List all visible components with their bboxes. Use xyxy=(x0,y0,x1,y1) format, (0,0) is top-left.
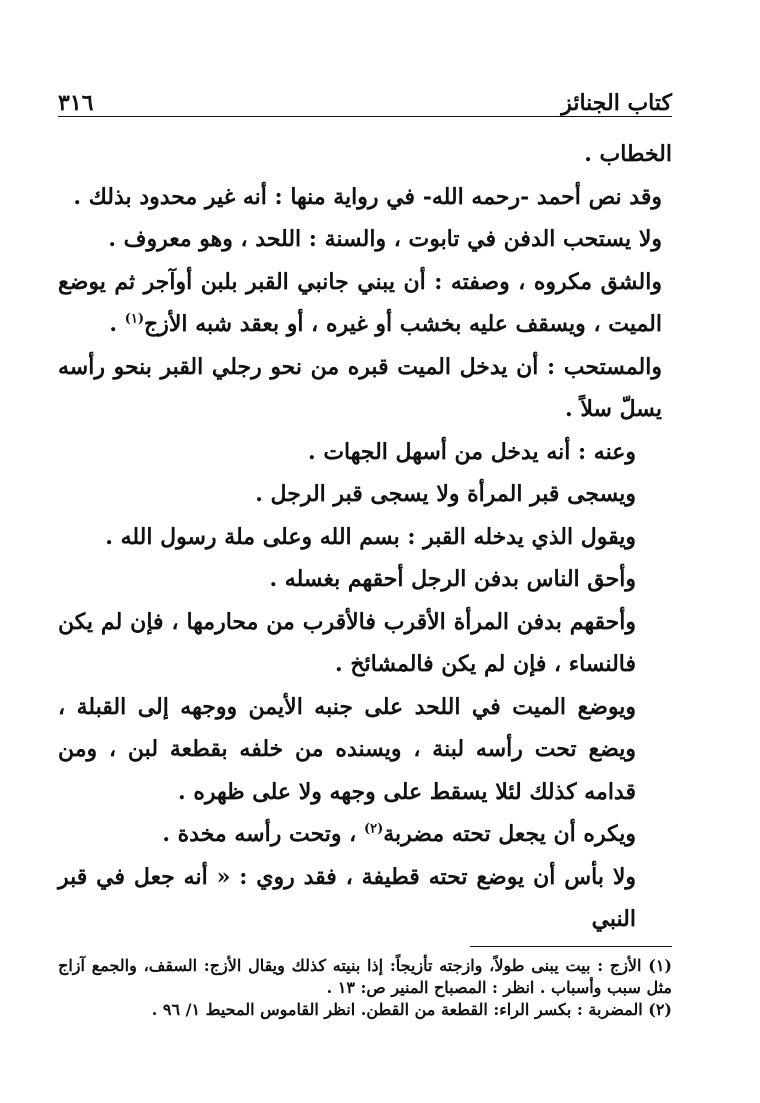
page-number: ٣١٦ xyxy=(58,90,94,116)
footnote: (٢) المضربة : بكسر الراء: القطعة من القطن. انظر القاموس المحيط ١/ ٩٦ . xyxy=(151,1000,672,1019)
paragraph: وأحقهم بدفن المرأة الأقرب فالأقرب من محارمها ، فإن لم يكن فالنساء ، فإن لم يكن فالمشائخ . xyxy=(58,608,636,677)
paragraph-text: والشق مكروه ، وصفته : أن يبني جانبي القبر بلبن أوآجر ثم يوضع الميت ، ويسقف عليه بخشب أو غيره ، أو بعقد شبه الأزج xyxy=(58,268,662,337)
paragraph: ولا يستحب الدفن في تابوت ، والسنة : اللحد ، وهو معروف . xyxy=(108,226,662,252)
footnote-divider xyxy=(470,946,672,947)
book-title: كتاب الجنائز xyxy=(561,90,672,116)
paragraph: وعنه : أنه يدخل من أسهل الجهات . xyxy=(308,438,636,465)
paragraph: الخطاب . xyxy=(584,141,672,167)
paragraph: ويقول الذي يدخله القبر : بسم الله وعلى ملة رسول الله . xyxy=(105,523,636,550)
paragraph xyxy=(58,813,672,856)
paragraph: وأحق الناس بدفن الرجل أحقهم بغسله . xyxy=(269,566,636,592)
paragraph: والمستحب : أن يدخل الميت قبره من نحو رجلي القبر بنحو رأسه يسلّ سلاً . xyxy=(58,353,662,422)
paragraph-text: ، وتحت رأسه مخدة . xyxy=(162,821,364,847)
footnote: (١) الأزج : بيت يبنى طولاً، وازجته تأزيجاً: إذا بنيته كذلك ويقال الأزج: السقف، والجمع آزاج مثل سبب وأسباب . انظر : المصباح المنير ص: ١٣ . xyxy=(58,956,672,997)
paragraph: ويوضع الميت في اللحد على جنبه الأيمن ووجهه إلى القبلة ، ويضع تحت رأسه لبنة ، ويسنده من خلفه بقطعة لبن ، ومن قدامه كذلك لئلا يسقط على وجهه ولا على ظهره . xyxy=(58,693,636,805)
paragraph xyxy=(58,261,672,346)
paragraph: ولا بأس أن يوضع تحته قطيفة ، فقد روي : « أنه جعل في قبر النبي xyxy=(58,863,636,932)
paragraph: ويسجى قبر المرأة ولا يسجى قبر الرجل . xyxy=(255,481,636,507)
paragraph-text: . xyxy=(109,311,125,337)
header-divider xyxy=(58,116,672,117)
paragraph-text: ويكره أن يجعل تحته مضربة xyxy=(383,821,636,847)
main-text xyxy=(58,133,672,941)
footnote-marker[interactable]: (٢) xyxy=(363,821,384,837)
page-header xyxy=(58,76,672,116)
footnote-marker[interactable]: (١) xyxy=(124,311,145,327)
paragraph: وقد نص أحمد -رحمه الله- في رواية منها : أنه غير محدود بذلك . xyxy=(73,183,662,210)
footnotes xyxy=(58,955,672,1021)
